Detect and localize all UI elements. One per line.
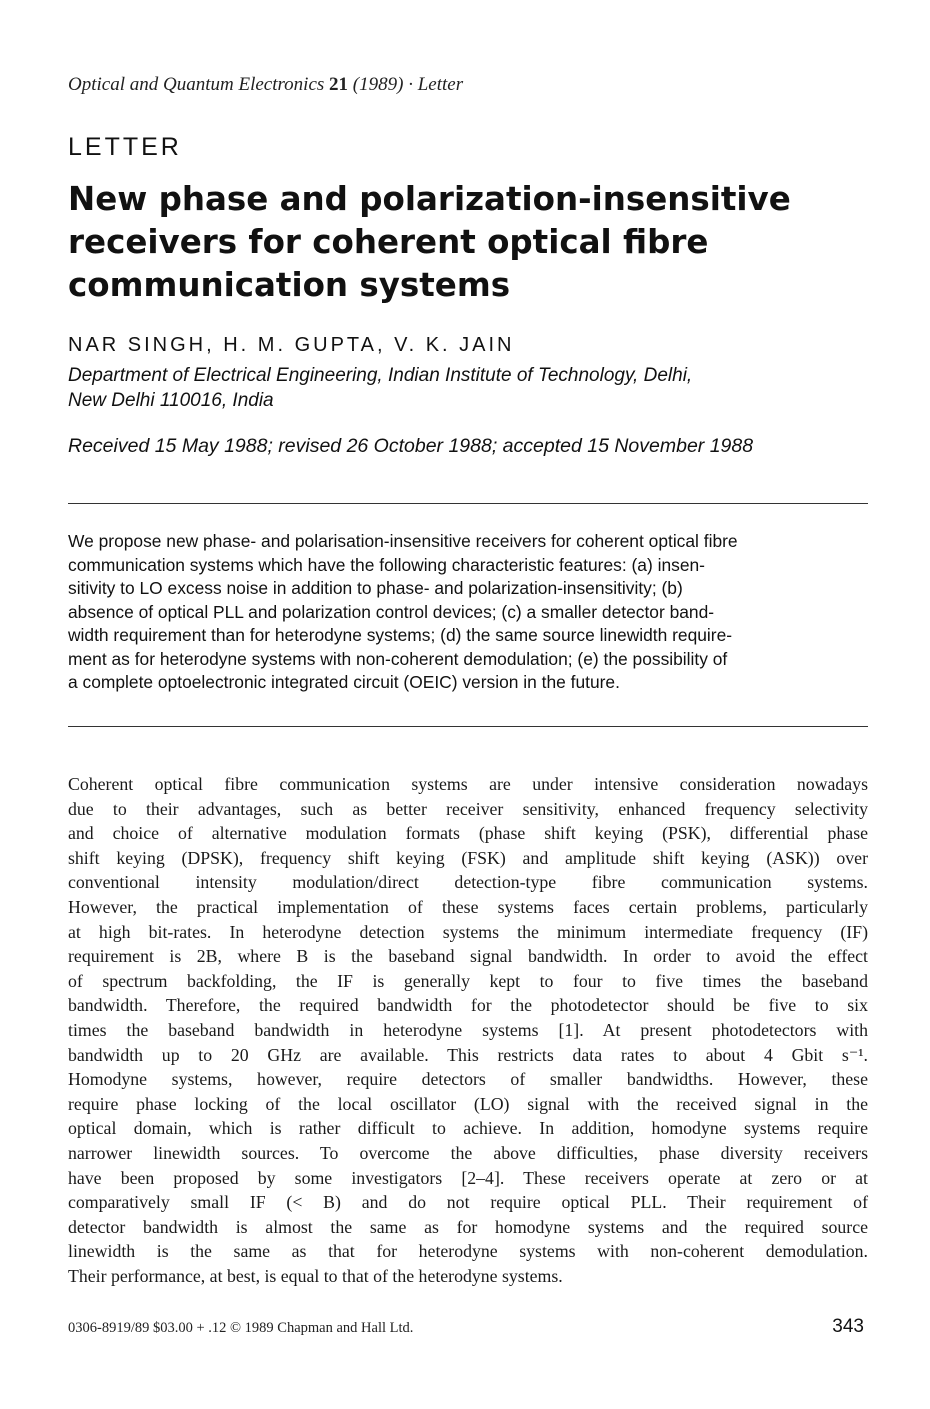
abstract-line: We propose new phase- and polarisation-insensitive receivers for coherent optical fibre (68, 531, 738, 551)
abstract-bottom-rule (68, 726, 868, 727)
received-dates: Received 15 May 1988; revised 26 October 1988; accepted 15 November 1988 (68, 435, 754, 457)
journal-volume: 21 (329, 74, 349, 95)
body-line: Coherent optical fibre communication systems are under intensive consideration nowadays (68, 774, 868, 794)
body-line: have been proposed by some investigators [2–4]. These receivers operate at zero or at (68, 1167, 868, 1188)
body-line: Homodyne systems, however, require detectors of smaller bandwidths. However, these (68, 1069, 868, 1090)
body-line: bandwidth. Therefore, the required bandwidth for the photodetector should be five to six (68, 995, 868, 1016)
body-line: times the baseband bandwidth in heterodyne systems [1]. At present photodetectors with (68, 1019, 868, 1040)
body-paragraph (68, 772, 868, 1288)
body-line: detector bandwidth is almost the same as for homodyne systems and the required source (68, 1216, 868, 1237)
article-type: Letter (417, 74, 464, 95)
section-label: LETTER (68, 133, 182, 161)
title-line: receivers for coherent optical fibre (68, 223, 709, 261)
abstract (68, 530, 868, 695)
body-line: of spectrum backfolding, the IF is generally kept to four to five times the baseband (68, 970, 868, 991)
affiliation-line: New Delhi 110016, India (68, 390, 274, 411)
abstract-line: ment as for heterodyne systems with non-coherent demodulation; (e) the possibility of (68, 648, 728, 669)
abstract-line: absence of optical PLL and polarization control devices; (c) a smaller detector band- (68, 601, 715, 622)
abstract-line: sitivity to LO excess noise in addition to phase- and polarization-insensitivity; (b) (68, 578, 683, 598)
body-line: conventional intensity modulation/direct detection-type fibre communication systems. (68, 872, 868, 893)
running-head (68, 74, 463, 96)
journal-name: Optical and Quantum Electronics (68, 74, 325, 95)
title-line: communication systems (68, 266, 511, 304)
body-line: bandwidth up to 20 GHz are available. This restricts data rates to about 4 Gbit s⁻¹. (68, 1044, 868, 1065)
affiliation-line: Department of Electrical Engineering, Indian Institute of Technology, Delhi, (68, 365, 693, 386)
body-line: at high bit-rates. In heterodyne detection systems the minimum intermediate frequency (IF) (68, 921, 868, 942)
title-line: New phase and polarization-insensitive (68, 180, 791, 218)
body-line: comparatively small IF (< B) and do not require optical PLL. Their requirement of (68, 1192, 868, 1213)
article-title (68, 178, 888, 307)
abstract-top-rule (68, 503, 868, 504)
author-list: NAR SINGH, H. M. GUPTA, V. K. JAIN (68, 334, 515, 356)
body-line: shift keying (DPSK), frequency shift keying (FSK) and amplitude shift keying (ASK)) over (68, 847, 868, 868)
abstract-line: width requirement than for heterodyne systems; (d) the same source linewidth require- (68, 625, 733, 645)
journal-year: (1989) (352, 74, 404, 95)
body-line: requirement is 2B, where B is the baseband signal bandwidth. In order to avoid the effect (68, 946, 868, 967)
body-line: require phase locking of the local oscillator (LO) signal with the received signal in the (68, 1093, 868, 1114)
body-line: linewidth is the same as that for heterodyne systems with non-coherent demodulation. (68, 1241, 868, 1262)
page-number: 343 (832, 1316, 864, 1337)
body-line: However, the practical implementation of these systems faces certain problems, particularly (68, 896, 868, 917)
abstract-line: communication systems which have the following characteristic features: (a) insen- (68, 554, 705, 575)
body-line: and choice of alternative modulation formats (phase shift keying (PSK), differential phase (68, 823, 868, 844)
running-head-separator: · (408, 74, 413, 95)
abstract-line: a complete optoelectronic integrated circuit (OEIC) version in the future. (68, 672, 620, 692)
body-line: due to their advantages, such as better receiver sensitivity, enhanced frequency selectivity (68, 798, 868, 819)
affiliation (68, 363, 692, 413)
copyright-line: 0306-8919/89 $03.00 + .12 © 1989 Chapman and Hall Ltd. (68, 1320, 414, 1336)
body-line: Their performance, at best, is equal to that of the heterodyne systems. (68, 1265, 563, 1286)
body-line: narrower linewidth sources. To overcome the above difficulties, phase diversity receivers (68, 1142, 868, 1163)
body-line: optical domain, which is rather difficult to achieve. In addition, homodyne systems require (68, 1118, 868, 1139)
